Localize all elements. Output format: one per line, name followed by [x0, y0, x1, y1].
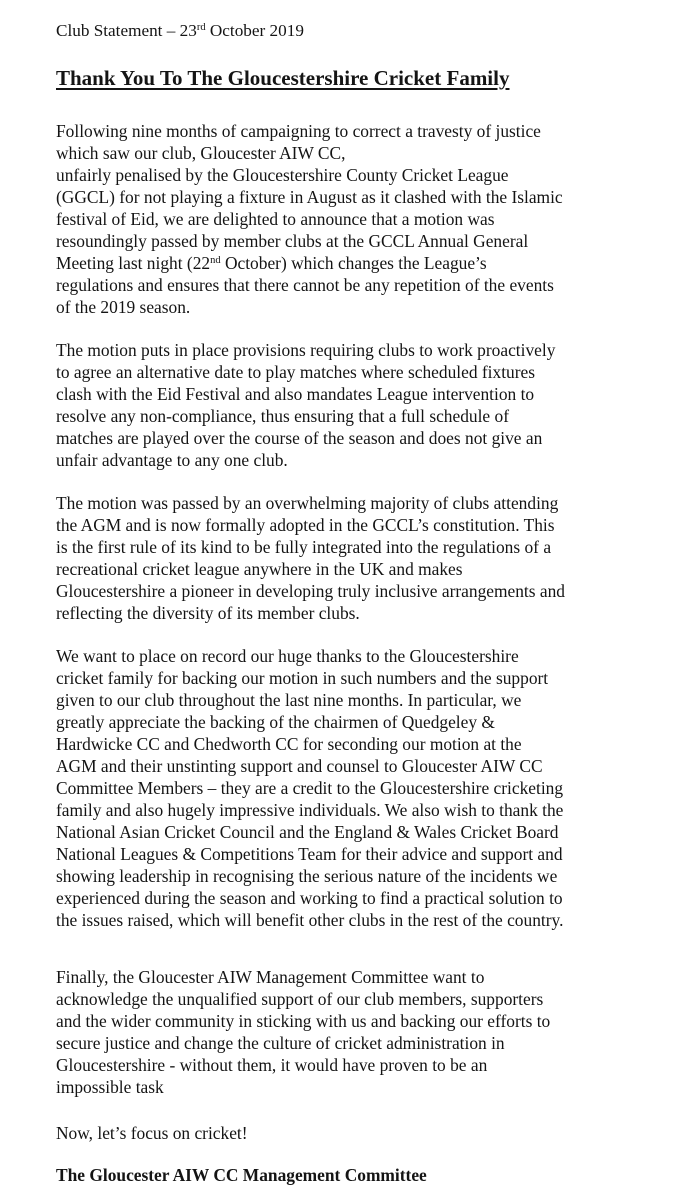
text-line: acknowledge the unqualified support of our club members, supporters — [56, 989, 544, 1009]
text-line: Hardwicke CC and Chedworth CC for seconding our motion at the — [56, 734, 522, 754]
text-line: The motion was passed by an overwhelming majority of clubs attending — [56, 493, 559, 513]
text-line: festival of Eid, we are delighted to announce that a motion was — [56, 209, 495, 229]
text-line: Gloucestershire - without them, it would have proven to be an — [56, 1055, 488, 1075]
text-line: (GGCL) for not playing a fixture in August as it clashed with the Islamic — [56, 187, 563, 207]
text-line: impossible task — [56, 1077, 164, 1097]
text-line: resolve any non-compliance, thus ensuring that a full schedule of — [56, 406, 509, 426]
text-line: greatly appreciate the backing of the chairmen of Quedgeley & — [56, 712, 495, 732]
text-line: is the first rule of its kind to be fully integrated into the regulations of a — [56, 537, 552, 557]
text-line: Gloucestershire a pioneer in developing truly inclusive arrangements and — [56, 581, 565, 601]
text-line: reflecting the diversity of its member clubs. — [56, 603, 360, 623]
signature: The Gloucester AIW CC Management Committee — [56, 1165, 427, 1185]
text-line: resoundingly passed by member clubs at the GCCL Annual General — [56, 231, 529, 251]
text-line: showing leadership in recognising the serious nature of the incidents we — [56, 866, 558, 886]
text-line: Following nine months of campaigning to correct a travesty of justice — [56, 121, 541, 141]
text-line: experienced during the season and working to find a practical solution to — [56, 888, 563, 908]
text-line: unfairly penalised by the Gloucestershire County Cricket League — [56, 165, 509, 185]
text-line: matches are played over the course of the season and does not give an — [56, 428, 543, 448]
text-line: cricket family for backing our motion in such numbers and the support — [56, 668, 549, 688]
text-line: clash with the Eid Festival and also mandates League intervention to — [56, 384, 535, 404]
text-line: unfair advantage to any one club. — [56, 450, 288, 470]
text-line: recreational cricket league anywhere in the UK and makes — [56, 559, 463, 579]
text-line: which saw our club, Gloucester AIW CC, — [56, 143, 346, 163]
text-line: secure justice and change the culture of cricket administration in — [56, 1033, 505, 1053]
text-line: The motion puts in place provisions requiring clubs to work proactively — [56, 340, 556, 360]
text-line: Now, let’s focus on cricket! — [56, 1123, 248, 1143]
text-line: Finally, the Gloucester AIW Management Committee want to — [56, 967, 485, 987]
text-line: and the wider community in sticking with us and backing our efforts to — [56, 1011, 551, 1031]
text-line: family and also hugely impressive individuals. We also wish to thank the — [56, 800, 564, 820]
text-line: National Leagues & Competitions Team for their advice and support and — [56, 844, 563, 864]
dateline: Club Statement – 23rd October 2019 — [56, 21, 304, 40]
text-line: the AGM and is now formally adopted in the GCCL’s constitution. This — [56, 515, 555, 535]
text-line: regulations and ensures that there cannot be any repetition of the events — [56, 275, 554, 295]
text-line: Committee Members – they are a credit to the Gloucestershire cricketing — [56, 778, 564, 798]
text-line: of the 2019 season. — [56, 297, 191, 317]
text-line: National Asian Cricket Council and the England & Wales Cricket Board — [56, 822, 559, 842]
text-line: AGM and their unstinting support and counsel to Gloucester AIW CC — [56, 756, 543, 776]
text-line: Meeting last night (22nd October) which changes the League’s — [56, 253, 487, 273]
text-line: the issues raised, which will benefit other clubs in the rest of the country. — [56, 910, 564, 930]
text-line: given to our club throughout the last nine months. In particular, we — [56, 690, 522, 710]
text-line: We want to place on record our huge thanks to the Gloucestershire — [56, 646, 519, 666]
page-title: Thank You To The Gloucestershire Cricket Family — [56, 66, 510, 90]
text-line: to agree an alternative date to play matches where scheduled fixtures — [56, 362, 535, 382]
